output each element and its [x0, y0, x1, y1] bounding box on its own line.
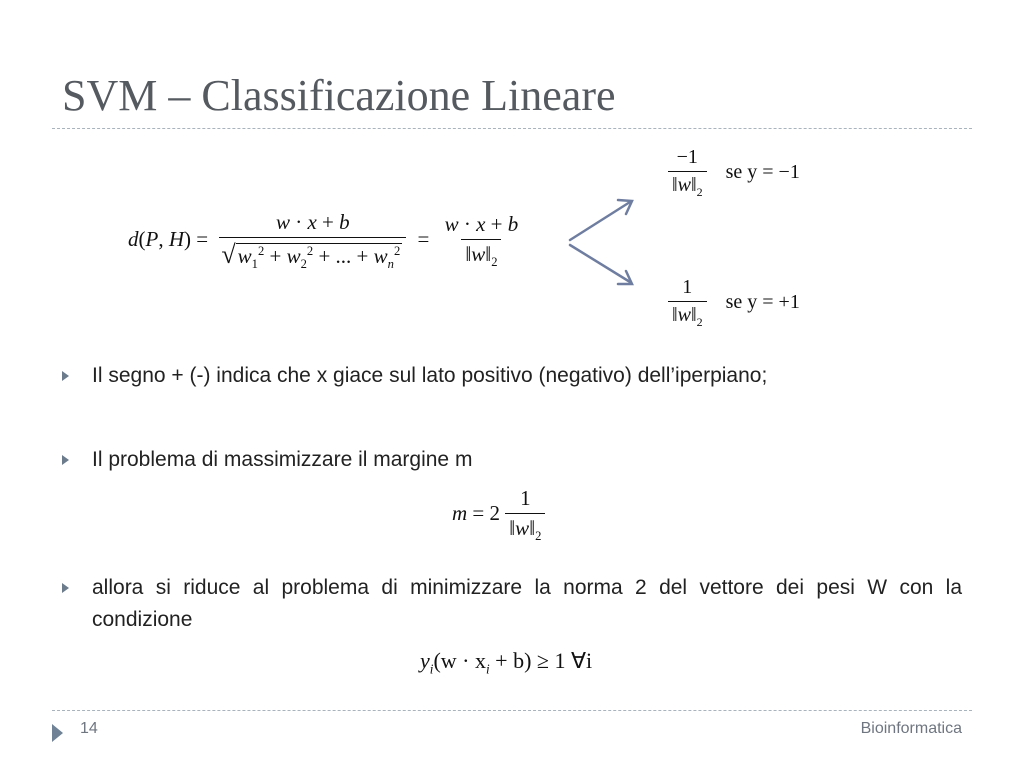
bullet-sign: Il segno + (-) indica che x giace sul lato positivo (negativo) dell’iperpiano; — [62, 360, 962, 392]
slide-title: SVM – Classificazione Lineare — [62, 71, 616, 120]
bullet-arrow-icon — [62, 455, 69, 465]
page-number: 14 — [80, 720, 98, 737]
constraint-formula: $y_i(w \cdot x_i + b) \ge 1$ ∀i — [420, 648, 593, 677]
bullet-margin: Il problema di massimizzare il margine m — [62, 444, 962, 476]
title-divider — [52, 128, 972, 129]
distance-lhs: d(P, H) = — [128, 226, 209, 251]
distance-fraction-2: $\frac{w \cdot x + b}{‖w‖_2}$ — [444, 212, 519, 270]
branch-positive: $\frac{1}{‖w‖_2}$ se y = +1 — [668, 276, 800, 330]
footer-arrow-icon — [52, 724, 63, 742]
bullet-minimize: allora si riduce al problema di minimizzare la norma 2 del vettore dei pesi W con la condizione — [62, 572, 962, 636]
branch-positive-condition: se y = +1 — [725, 290, 800, 313]
margin-formula: m = 2 $\frac{1}{‖w‖_2}$ — [452, 486, 545, 544]
distance-formula — [128, 210, 522, 272]
branch-arrows — [560, 190, 650, 300]
bullet-arrow-icon — [62, 583, 69, 593]
arrow-up — [570, 202, 630, 240]
bullet-arrow-icon — [62, 371, 69, 381]
footer-label: Bioinformatica — [860, 720, 962, 737]
arrow-down — [570, 245, 630, 282]
distance-equals: = — [417, 226, 430, 251]
branch-negative: $\frac{-1}{‖w‖_2}$ se y = −1 — [668, 146, 800, 200]
branch-negative-condition: se y = −1 — [725, 160, 800, 183]
footer-divider — [52, 710, 972, 711]
distance-fraction-1: $\frac{w \cdot x + b}{√w_1^2 + w_2^2 + ... + w_n^2}$ — [219, 210, 406, 272]
